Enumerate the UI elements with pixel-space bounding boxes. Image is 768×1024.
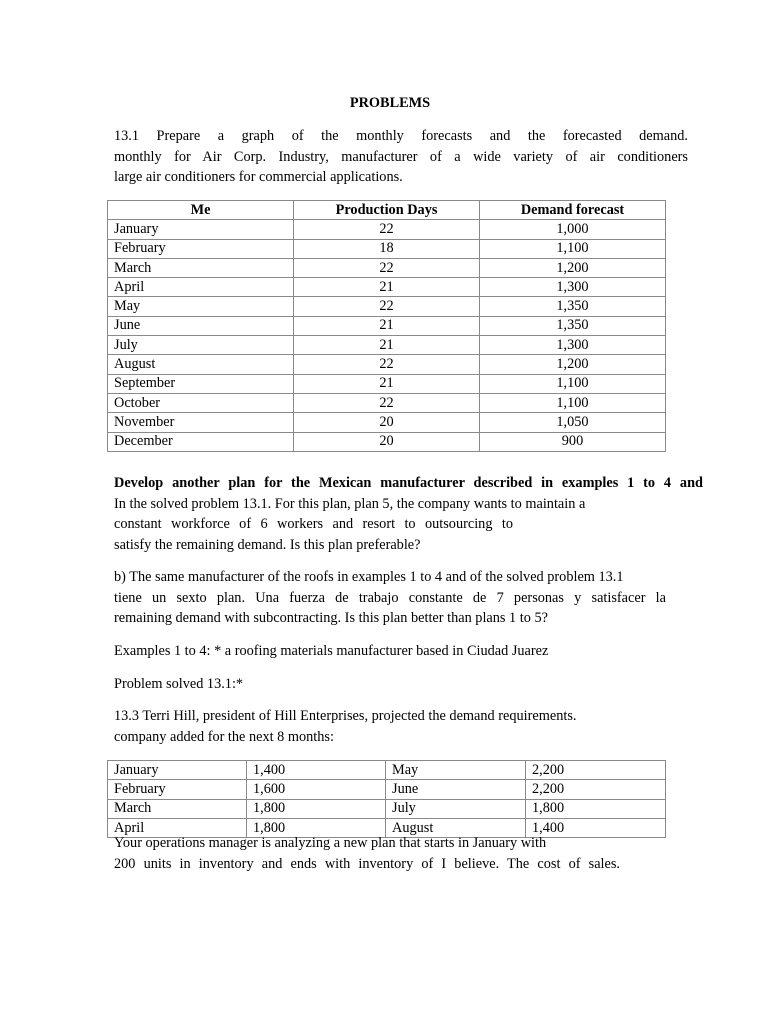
column-header-month: Me bbox=[108, 201, 294, 220]
column-header-production-days: Production Days bbox=[294, 201, 480, 220]
monthly-demand-table bbox=[107, 760, 666, 838]
text-line: monthly for Air Corp. Industry, manufacturer of a wide variety of air conditioners bbox=[114, 148, 688, 165]
text-line: b) The same manufacturer of the roofs in examples 1 to 4 and of the solved problem 13.1 bbox=[114, 569, 624, 585]
text-line: constant workforce of 6 workers and resort to outsourcing to bbox=[114, 516, 513, 532]
demand-forecast-cell: 1,050 bbox=[480, 413, 666, 432]
month-cell: July bbox=[386, 799, 526, 818]
production-days-cell: 20 bbox=[294, 432, 480, 451]
table-header-row bbox=[108, 201, 666, 220]
column-header-demand-forecast: Demand forecast bbox=[480, 201, 666, 220]
production-days-cell: 22 bbox=[294, 393, 480, 412]
demand-cell: 2,200 bbox=[526, 780, 666, 799]
demand-forecast-cell: 1,350 bbox=[480, 316, 666, 335]
month-cell: September bbox=[108, 374, 294, 393]
demand-forecast-cell: 1,100 bbox=[480, 239, 666, 258]
table-row bbox=[108, 278, 666, 297]
table-row bbox=[108, 780, 666, 799]
table-row bbox=[108, 374, 666, 393]
month-cell: February bbox=[108, 239, 294, 258]
production-days-cell: 22 bbox=[294, 220, 480, 239]
production-days-cell: 21 bbox=[294, 336, 480, 355]
demand-forecast-cell: 1,100 bbox=[480, 393, 666, 412]
demand-cell: 2,200 bbox=[526, 761, 666, 780]
table-row bbox=[108, 258, 666, 277]
table-row bbox=[108, 393, 666, 412]
month-cell: January bbox=[108, 761, 247, 780]
table-row bbox=[108, 336, 666, 355]
text-line: Your operations manager is analyzing a new plan that starts in January with bbox=[114, 835, 547, 851]
demand-forecast-cell: 1,200 bbox=[480, 258, 666, 277]
monthly-forecast-table bbox=[107, 200, 666, 452]
month-cell: November bbox=[108, 413, 294, 432]
month-cell: April bbox=[108, 278, 294, 297]
demand-cell: 1,600 bbox=[247, 780, 386, 799]
operations-manager-text bbox=[114, 833, 620, 874]
examples-note: Examples 1 to 4: * a roofing materials manufacturer based in Ciudad Juarez bbox=[114, 643, 549, 659]
month-cell: May bbox=[386, 761, 526, 780]
demand-cell: 1,800 bbox=[526, 799, 666, 818]
text-line: Develop another plan for the Mexican manufacturer described in examples 1 to 4 and bbox=[114, 475, 703, 491]
table-row bbox=[108, 355, 666, 374]
demand-forecast-cell: 1,350 bbox=[480, 297, 666, 316]
month-cell: April bbox=[108, 818, 247, 837]
demand-cell: 1,800 bbox=[247, 818, 386, 837]
production-days-cell: 22 bbox=[294, 355, 480, 374]
text-line: remaining demand with subcontracting. Is this plan better than plans 1 to 5? bbox=[114, 610, 548, 626]
production-days-cell: 21 bbox=[294, 278, 480, 297]
problem-13-1-text bbox=[114, 126, 688, 188]
text-line: large air conditioners for commercial applications. bbox=[114, 169, 403, 185]
month-cell: June bbox=[386, 780, 526, 799]
table-row bbox=[108, 316, 666, 335]
production-days-cell: 22 bbox=[294, 297, 480, 316]
table-row bbox=[108, 432, 666, 451]
solved-problem-note: Problem solved 13.1:* bbox=[114, 676, 244, 692]
month-cell: August bbox=[386, 818, 526, 837]
problem-13-3-text bbox=[114, 706, 614, 747]
table-row bbox=[108, 413, 666, 432]
month-cell: February bbox=[108, 780, 247, 799]
text-line: tiene un sexto plan. Una fuerza de trabajo constante de 7 personas y satisfacer la bbox=[114, 589, 666, 606]
production-days-cell: 21 bbox=[294, 374, 480, 393]
demand-forecast-cell: 1,000 bbox=[480, 220, 666, 239]
develop-plan-text bbox=[114, 473, 703, 555]
text-line: In the solved problem 13.1. For this plan, plan 5, the company wants to maintain a bbox=[114, 495, 586, 512]
production-days-cell: 22 bbox=[294, 258, 480, 277]
production-days-cell: 20 bbox=[294, 413, 480, 432]
table-row bbox=[108, 799, 666, 818]
month-cell: August bbox=[108, 355, 294, 374]
production-days-cell: 21 bbox=[294, 316, 480, 335]
month-cell: December bbox=[108, 432, 294, 451]
month-cell: March bbox=[108, 258, 294, 277]
demand-cell: 1,800 bbox=[247, 799, 386, 818]
demand-forecast-cell: 900 bbox=[480, 432, 666, 451]
month-cell: January bbox=[108, 220, 294, 239]
demand-forecast-cell: 1,100 bbox=[480, 374, 666, 393]
table-row bbox=[108, 220, 666, 239]
demand-cell: 1,400 bbox=[247, 761, 386, 780]
month-cell: June bbox=[108, 316, 294, 335]
text-line: 13.3 Terri Hill, president of Hill Enterprises, projected the demand requirements. bbox=[114, 708, 577, 724]
text-line: 13.1 Prepare a graph of the monthly forecasts and the forecasted demand. bbox=[114, 128, 688, 144]
month-cell: July bbox=[108, 336, 294, 355]
table-row bbox=[108, 239, 666, 258]
demand-forecast-cell: 1,300 bbox=[480, 336, 666, 355]
demand-cell: 1,400 bbox=[526, 818, 666, 837]
text-line: 200 units in inventory and ends with inventory of I believe. The cost of sales. bbox=[114, 855, 620, 872]
production-days-cell: 18 bbox=[294, 239, 480, 258]
month-cell: May bbox=[108, 297, 294, 316]
text-line: satisfy the remaining demand. Is this plan preferable? bbox=[114, 536, 421, 553]
part-b-text bbox=[114, 567, 666, 629]
demand-forecast-cell: 1,300 bbox=[480, 278, 666, 297]
demand-forecast-cell: 1,200 bbox=[480, 355, 666, 374]
month-cell: October bbox=[108, 393, 294, 412]
text-line: company added for the next 8 months: bbox=[114, 728, 334, 745]
page-title: PROBLEMS bbox=[349, 95, 431, 111]
table-row bbox=[108, 297, 666, 316]
table-row bbox=[108, 761, 666, 780]
month-cell: March bbox=[108, 799, 247, 818]
